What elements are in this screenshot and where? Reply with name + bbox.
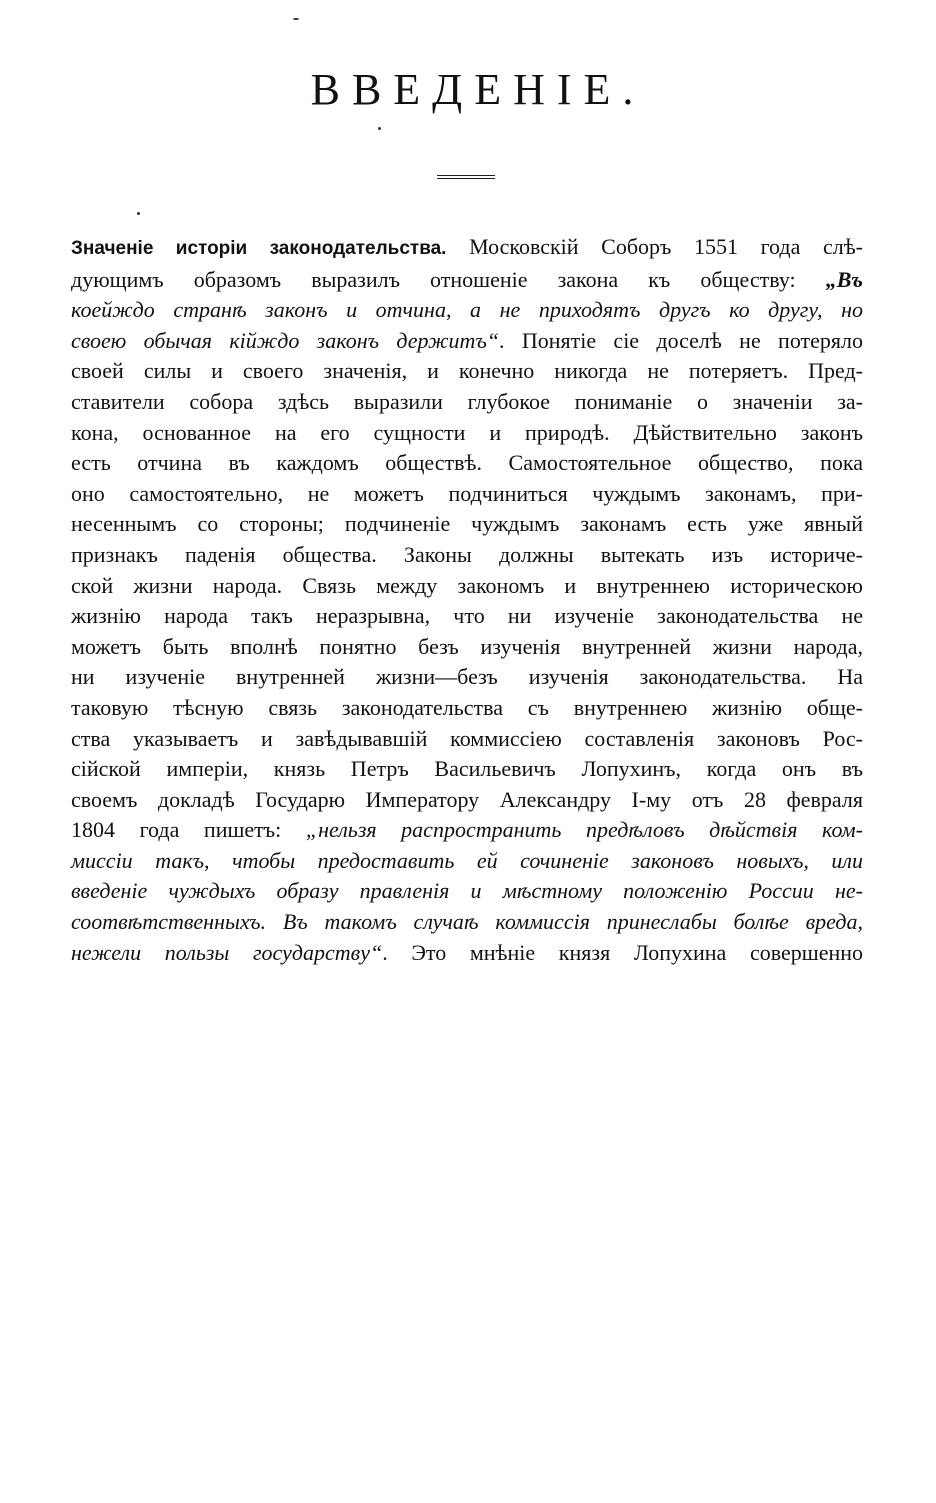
body-paragraph: [71, 232, 863, 968]
text-line: [71, 662, 863, 693]
text-line: [71, 907, 863, 938]
text-line: [71, 326, 863, 357]
text-run: ства указываетъ и завѣдывавшій коммиссіею составленія законовъ Рос-: [71, 725, 863, 751]
text-run: ставители собора здѣсь выразили глубокое пониманіе о значеніи за-: [71, 388, 863, 414]
text-line: [71, 540, 863, 571]
title-divider: [437, 175, 495, 176]
text-run: 1804 года пишетъ:: [71, 817, 306, 843]
text-run: своемъ докладѣ Государю Императору Александру I-му отъ 28 февраля: [71, 786, 863, 812]
text-line: [71, 295, 863, 326]
text-run: „нельзя распространить предѣловъ дѣйствія ком-: [305, 817, 863, 843]
text-line: [71, 815, 863, 846]
text-run: жизнію народа такъ неразрывна, что ни изученіе законодательства не: [71, 603, 863, 629]
text-line: [71, 448, 863, 479]
text-line: [71, 846, 863, 877]
text-run: введеніе чуждыхъ образу правленія и мѣстному положенію России не-: [71, 878, 863, 904]
text-run: есть отчина въ каждомъ обществѣ. Самостоятельное общество, пока: [71, 450, 863, 476]
text-run: соотвѣтственныхъ. Въ такомъ случаѣ коммиссія принеслабы болѣе вреда,: [71, 909, 863, 935]
text-line: [71, 418, 863, 449]
text-run: оно самостоятельно, не можетъ подчиниться чуждымъ законамъ, при-: [71, 480, 863, 506]
text-run: своею обычая кійждо законъ держитъ“: [71, 327, 499, 353]
text-run: дующимъ образомъ выразилъ отношеніе закона къ обществу:: [71, 266, 826, 292]
text-line: [71, 479, 863, 510]
text-line: [71, 754, 863, 785]
text-line: [71, 693, 863, 724]
text-line: [71, 356, 863, 387]
text-run: сійской имперіи, князь Петръ Васильевичъ Лопухинъ, когда онъ въ: [71, 756, 863, 782]
text-line: [71, 632, 863, 663]
text-run: . Это мнѣніе князя Лопухина совершенно: [382, 939, 864, 965]
text-run: миссіи такъ, чтобы предоставить ей сочиненіе законовъ новыхъ, или: [71, 847, 863, 873]
text-run: нежели пользы государству“: [71, 939, 383, 965]
section-heading: Значеніе исторіи законодательства.: [71, 238, 447, 259]
text-run: можетъ быть вполнѣ понятно безъ изученія внутренней жизни народа,: [71, 633, 863, 659]
text-line: [71, 265, 863, 296]
text-run: своей силы и своего значенія, и конечно никогда не потеряетъ. Пред-: [71, 358, 863, 384]
chapter-title: ВВЕДЕНІЕ.: [310, 65, 646, 114]
text-line: [71, 785, 863, 816]
print-speck: [293, 18, 299, 20]
text-run: кона, основанное на его сущности и природѣ. Дѣйствительно законъ: [71, 419, 863, 445]
text-run: „Въ: [825, 266, 863, 292]
text-line: [71, 876, 863, 907]
text-line: [71, 387, 863, 418]
text-run: ни изученіе внутренней жизни—безъ изученія законодательства. На: [71, 664, 863, 690]
text-run: несеннымъ со стороны; подчиненіе чуждымъ законамъ есть уже явный: [71, 511, 863, 537]
text-line: [71, 571, 863, 602]
text-run: Московскій Соборъ 1551 года слѣ-: [446, 234, 863, 259]
print-speck: [378, 127, 381, 130]
print-speck: [137, 212, 140, 215]
text-run: признакъ паденія общества. Законы должны вытекать изъ историче-: [71, 541, 863, 567]
text-run: таковую тѣсную связь законодательства съ внутреннею жизнію обще-: [71, 694, 863, 720]
text-run: коейждо странѣ законъ и отчина, а не приходятъ другъ ко другу, но: [71, 297, 863, 323]
text-line: [71, 232, 863, 265]
text-line: [71, 509, 863, 540]
text-line: [71, 724, 863, 755]
text-line: [71, 938, 863, 969]
text-run: . Понятіе сіе доселѣ не потеряло: [499, 327, 864, 353]
text-line: [71, 601, 863, 632]
text-run: ской жизни народа. Связь между закономъ и внутреннею историческою: [71, 572, 863, 598]
